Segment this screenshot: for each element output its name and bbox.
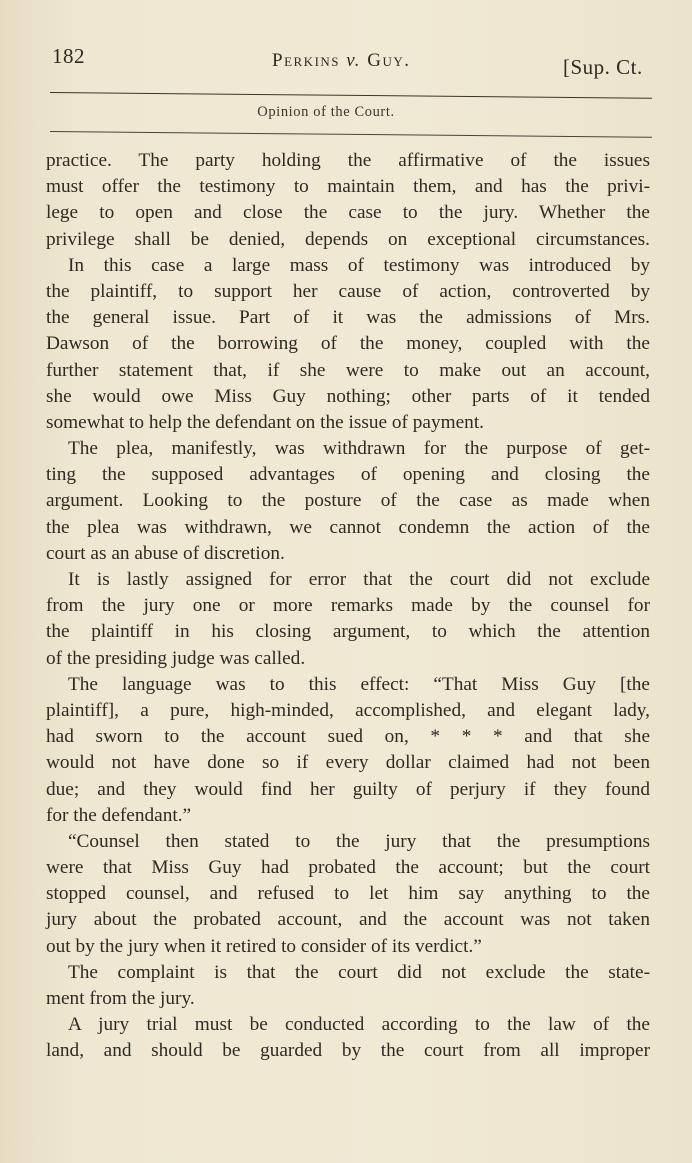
- text-line: privilege shall be denied, depends on exceptional circumstances.: [46, 228, 650, 250]
- text-line: The plea, manifestly, was withdrawn for the purpose of get-: [68, 438, 650, 460]
- text-line: would not have done so if every dollar claimed had not been: [46, 752, 650, 774]
- section-subheading: [0, 104, 692, 121]
- header-rule-bottom: [50, 131, 652, 138]
- text-line: The language was to this effect: “That Miss Guy [the: [68, 673, 650, 695]
- text-line: the plaintiff in his closing argument, to which the attention: [46, 621, 650, 643]
- text-line: Dawson of the borrowing of the money, coupled with the: [46, 333, 650, 355]
- text-line: jury about the probated account, and the account was not taken: [46, 909, 650, 931]
- text-line: ting the supposed advantages of opening and closing the: [46, 464, 650, 486]
- case-title: [272, 50, 411, 72]
- case-title-defendant: Guy.: [367, 50, 411, 71]
- text-line: the general issue. Part of it was the admissions of Mrs.: [46, 307, 650, 329]
- text-line: court as an abuse of discretion.: [46, 542, 285, 564]
- text-line: the plea was withdrawn, we cannot condemn the action of the: [46, 516, 650, 538]
- text-line: plaintiff], a pure, high-minded, accomplished, and elegant lady,: [46, 699, 650, 721]
- text-line: stopped counsel, and refused to let him say anything to the: [46, 883, 650, 905]
- text-line: The complaint is that the court did not exclude the state-: [68, 961, 650, 983]
- text-line: must offer the testimony to maintain them, and has the privi-: [46, 176, 650, 198]
- text-line: the plaintiff, to support her cause of action, controverted by: [46, 280, 650, 302]
- text-line: land, and should be guarded by the court from all improper: [46, 1040, 650, 1062]
- case-title-versus: v.: [346, 50, 362, 71]
- text-line: A jury trial must be conducted according to the law of the: [68, 1014, 650, 1036]
- text-line: of the presiding judge was called.: [46, 647, 306, 669]
- text-line: lege to open and close the case to the jury. Whether the: [46, 202, 650, 224]
- text-line: argument. Looking to the posture of the case as made when: [46, 490, 650, 512]
- text-line: she would owe Miss Guy nothing; other parts of it tended: [46, 385, 650, 407]
- page-number: 182: [52, 44, 85, 68]
- running-head: [0, 0, 692, 140]
- subheading-text: Opinion of the Court.: [257, 104, 395, 120]
- text-line: further statement that, if she were to make out an account,: [46, 359, 650, 381]
- case-title-plaintiff: Perkins: [272, 50, 341, 71]
- header-rule-top: [50, 92, 652, 99]
- text-line: out by the jury when it retired to consider of its verdict.”: [46, 935, 482, 957]
- text-line: from the jury one or more remarks made by the counsel for: [46, 595, 650, 617]
- text-line: “Counsel then stated to the jury that the presumptions: [68, 830, 650, 852]
- text-line: It is lastly assigned for error that the court did not exclude: [68, 569, 650, 590]
- court-label: [Sup. Ct.: [563, 55, 643, 79]
- text-line: In this case a large mass of testimony was introduced by: [68, 254, 650, 276]
- text-line: due; and they would find her guilty of perjury if they found: [46, 778, 650, 800]
- text-line: somewhat to help the defendant on the issue of payment.: [46, 411, 484, 433]
- text-line: had sworn to the account sued on, * * * and that she: [46, 726, 650, 748]
- text-line: ment from the jury.: [46, 988, 195, 1009]
- text-line: were that Miss Guy had probated the account; but the court: [46, 857, 650, 879]
- text-line: practice. The party holding the affirmative of the issues: [46, 150, 650, 171]
- text-line: for the defendant.”: [46, 804, 192, 826]
- opinion-body-text: [46, 148, 650, 1065]
